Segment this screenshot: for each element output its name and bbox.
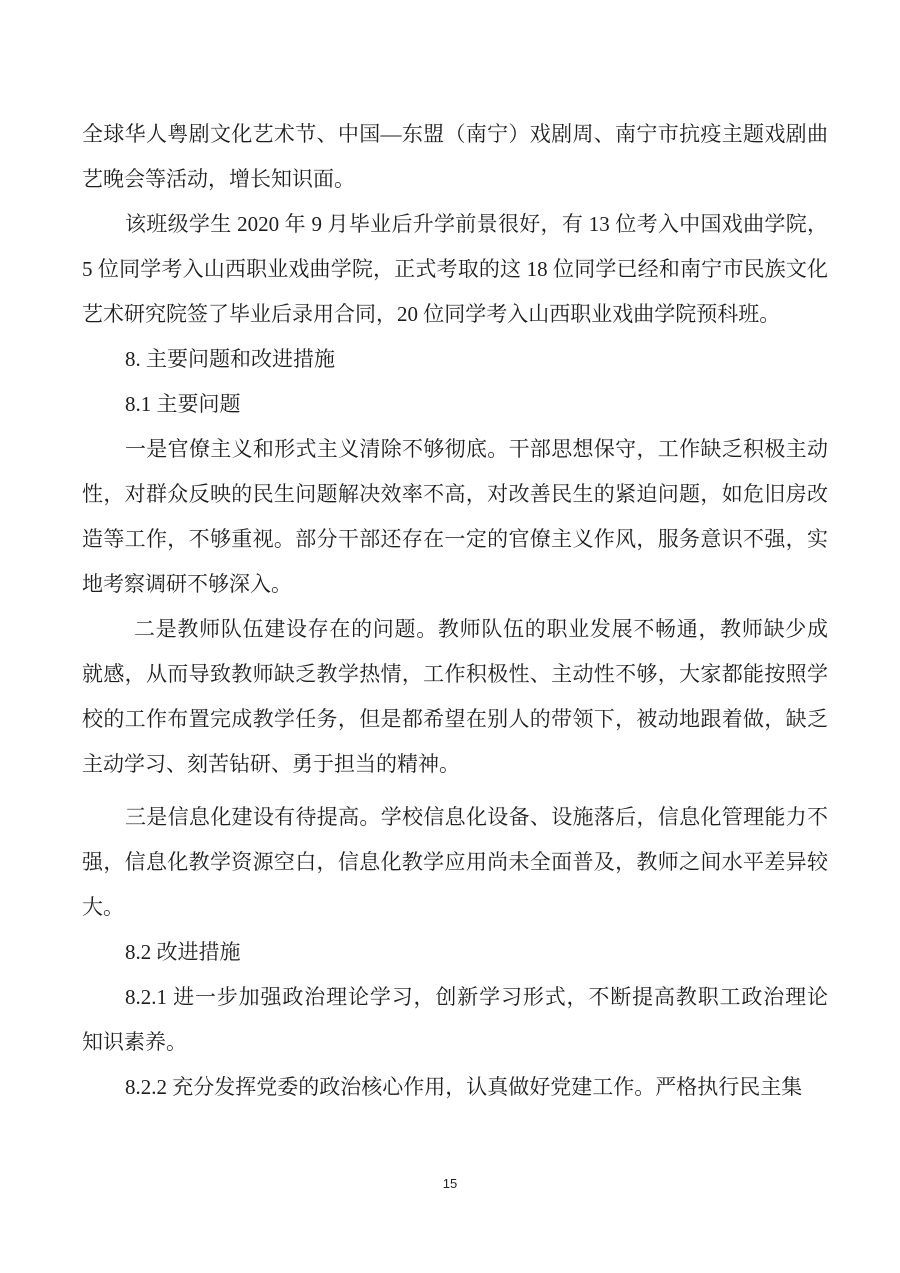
page-body xyxy=(82,112,828,1110)
text-line: 全球华人粤剧文化艺术节、中国—东盟（南宁）戏剧周、南宁市抗疫主题戏剧曲 xyxy=(82,122,828,146)
heading-section-8: 8. 主要问题和改进措施 xyxy=(125,347,335,371)
heading-section-8-2: 8.2 改进措施 xyxy=(125,940,241,964)
text-line: 地考察调研不够深入。 xyxy=(82,572,292,596)
text-line: 二是教师队伍建设存在的问题。教师队伍的职业发展不畅通，教师缺少成 xyxy=(134,617,828,641)
text-line: 就感，从而导致教师缺乏教学热情，工作积极性、主动性不够，大家都能按照学 xyxy=(82,662,828,686)
text-line: 强，信息化教学资源空白，信息化教学应用尚未全面普及，教师之间水平差异较 xyxy=(82,850,828,874)
text-line: 大。 xyxy=(82,895,124,919)
text-line: 8.2.1 进一步加强政治理论学习，创新学习形式，不断提高教职工政治理论 xyxy=(125,985,828,1009)
page-number: 15 xyxy=(442,1176,458,1191)
text-line: 该班级学生 2020 年 9 月毕业后升学前景很好，有 13 位考入中国戏曲学院， xyxy=(125,212,828,236)
text-line: 造等工作，不够重视。部分干部还存在一定的官僚主义作风，服务意识不强，实 xyxy=(82,527,828,551)
text-line: 艺晚会等活动，增长知识面。 xyxy=(82,167,355,191)
text-line: 一是官僚主义和形式主义清除不够彻底。干部思想保守，工作缺乏积极主动 xyxy=(125,437,828,461)
text-line: 三是信息化建设有待提高。学校信息化设备、设施落后，信息化管理能力不 xyxy=(125,805,828,829)
text-line: 艺术研究院签了毕业后录用合同，20 位同学考入山西职业戏曲学院预科班。 xyxy=(82,302,781,326)
text-line: 5 位同学考入山西职业戏曲学院，正式考取的这 18 位同学已经和南宁市民族文化 xyxy=(82,257,828,281)
text-line: 8.2.2 充分发挥党委的政治核心作用，认真做好党建工作。严格执行民主集 xyxy=(125,1075,803,1099)
text-line: 校的工作布置完成教学任务，但是都希望在别人的带领下，被动地跟着做，缺乏 xyxy=(82,707,828,731)
heading-section-8-1: 8.1 主要问题 xyxy=(125,392,241,416)
text-line: 主动学习、刻苦钻研、勇于担当的精神。 xyxy=(82,752,460,776)
text-line: 知识素养。 xyxy=(82,1030,187,1054)
text-line: 性，对群众反映的民生问题解决效率不高，对改善民生的紧迫问题，如危旧房改 xyxy=(82,482,828,506)
